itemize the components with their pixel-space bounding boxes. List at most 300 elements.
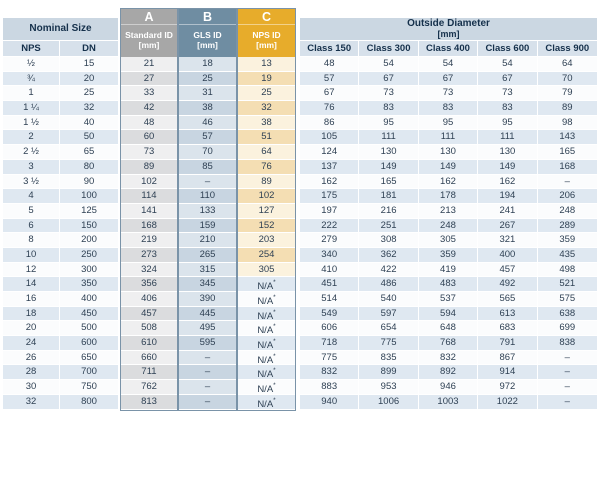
cell-class-1: 1006 bbox=[359, 395, 418, 410]
cell-class-3: 111 bbox=[478, 130, 537, 145]
cell-class-0: 883 bbox=[300, 380, 359, 395]
cell-class-0: 718 bbox=[300, 336, 359, 351]
cell-class-1: 54 bbox=[359, 57, 418, 72]
cell-class-0: 775 bbox=[300, 351, 359, 366]
table-row bbox=[3, 395, 118, 410]
cell-b: – bbox=[179, 351, 236, 366]
class-150-header: Class 150 bbox=[300, 41, 359, 57]
column-a-header bbox=[121, 9, 177, 57]
cell-dn: 90 bbox=[60, 175, 118, 190]
cell-c: 25 bbox=[238, 86, 295, 101]
cell-dn: 800 bbox=[60, 395, 118, 410]
cell-b: 25 bbox=[179, 72, 236, 87]
cell-a: 27 bbox=[121, 72, 177, 87]
cell-c: 102 bbox=[238, 189, 295, 204]
cell-a: 21 bbox=[121, 57, 177, 72]
cell-dn: 15 bbox=[60, 57, 118, 72]
table-row bbox=[3, 336, 118, 351]
table-row bbox=[300, 189, 597, 204]
cell-b: 445 bbox=[179, 307, 236, 322]
cell-nps: 1 bbox=[3, 86, 60, 101]
cell-class-2: 648 bbox=[419, 321, 478, 336]
id-columns-section bbox=[120, 8, 296, 411]
cell-class-4: 248 bbox=[538, 204, 597, 219]
cell-a: 102 bbox=[121, 175, 177, 190]
cell-class-3: 73 bbox=[478, 86, 537, 101]
outside-diameter-unit: [mm] bbox=[437, 29, 460, 39]
cell-class-3: 149 bbox=[478, 160, 537, 175]
cell-class-2: 419 bbox=[419, 263, 478, 278]
cell-c: 76 bbox=[238, 160, 295, 175]
cell-dn: 100 bbox=[60, 189, 118, 204]
cell-b: 57 bbox=[179, 130, 236, 145]
spacer bbox=[300, 8, 597, 18]
table-row bbox=[300, 277, 597, 292]
column-c-letter: C bbox=[238, 9, 295, 25]
table-row bbox=[300, 380, 597, 395]
cell-class-2: 832 bbox=[419, 351, 478, 366]
cell-class-4: 838 bbox=[538, 336, 597, 351]
cell-a: 813 bbox=[121, 395, 177, 410]
cell-nps: 4 bbox=[3, 189, 60, 204]
table-row bbox=[3, 204, 118, 219]
cell-c: 89 bbox=[238, 175, 295, 190]
cell-class-2: 946 bbox=[419, 380, 478, 395]
cell-class-2: 483 bbox=[419, 277, 478, 292]
cell-c: N/A* bbox=[238, 336, 295, 351]
table-row bbox=[300, 248, 597, 263]
cell-c: N/A* bbox=[238, 292, 295, 307]
cell-class-2: 149 bbox=[419, 160, 478, 175]
table-row bbox=[3, 351, 118, 366]
cell-a: 168 bbox=[121, 219, 177, 234]
cell-class-1: 95 bbox=[359, 116, 418, 131]
cell-dn: 400 bbox=[60, 292, 118, 307]
table-row bbox=[300, 175, 597, 190]
cell-class-3: 321 bbox=[478, 233, 537, 248]
cell-dn: 125 bbox=[60, 204, 118, 219]
table-row bbox=[3, 248, 118, 263]
col-a-body bbox=[121, 57, 177, 410]
cell-class-2: 213 bbox=[419, 204, 478, 219]
cell-class-0: 175 bbox=[300, 189, 359, 204]
cell-class-1: 835 bbox=[359, 351, 418, 366]
cell-class-2: 130 bbox=[419, 145, 478, 160]
cell-class-0: 549 bbox=[300, 307, 359, 322]
cell-class-4: 98 bbox=[538, 116, 597, 131]
cell-dn: 150 bbox=[60, 219, 118, 234]
cell-class-4: – bbox=[538, 175, 597, 190]
column-c-title bbox=[238, 25, 295, 50]
table-row bbox=[3, 277, 118, 292]
cell-dn: 350 bbox=[60, 277, 118, 292]
cell-class-4: 89 bbox=[538, 101, 597, 116]
cell-class-2: 359 bbox=[419, 248, 478, 263]
table-row bbox=[3, 263, 118, 278]
cell-class-1: 111 bbox=[359, 130, 418, 145]
cell-class-0: 606 bbox=[300, 321, 359, 336]
table-row bbox=[3, 72, 118, 87]
cell-class-1: 251 bbox=[359, 219, 418, 234]
table-row bbox=[3, 160, 118, 175]
cell-class-4: – bbox=[538, 380, 597, 395]
nominal-size-header bbox=[3, 18, 118, 41]
cell-a: 114 bbox=[121, 189, 177, 204]
cell-c: N/A* bbox=[238, 365, 295, 380]
cell-class-3: 457 bbox=[478, 263, 537, 278]
class-300-header: Class 300 bbox=[359, 41, 418, 57]
cell-class-2: 768 bbox=[419, 336, 478, 351]
column-a-standard-id bbox=[120, 8, 178, 411]
cell-class-1: 149 bbox=[359, 160, 418, 175]
cell-dn: 200 bbox=[60, 233, 118, 248]
cell-nps: 26 bbox=[3, 351, 60, 366]
cell-dn: 25 bbox=[60, 86, 118, 101]
cell-class-1: 775 bbox=[359, 336, 418, 351]
cell-c: 305 bbox=[238, 263, 295, 278]
cell-class-3: 791 bbox=[478, 336, 537, 351]
cell-nps: 5 bbox=[3, 204, 60, 219]
cell-nps: 28 bbox=[3, 365, 60, 380]
cell-b: 18 bbox=[179, 57, 236, 72]
cell-c: 64 bbox=[238, 145, 295, 160]
cell-dn: 40 bbox=[60, 116, 118, 131]
cell-a: 762 bbox=[121, 380, 177, 395]
cell-class-3: 67 bbox=[478, 72, 537, 87]
cell-class-0: 124 bbox=[300, 145, 359, 160]
cell-nps: 3 ½ bbox=[3, 175, 60, 190]
cell-c: 19 bbox=[238, 72, 295, 87]
table-row bbox=[300, 321, 597, 336]
table-row bbox=[300, 86, 597, 101]
cell-c: N/A* bbox=[238, 277, 295, 292]
table-row bbox=[3, 307, 118, 322]
cell-class-0: 340 bbox=[300, 248, 359, 263]
cell-class-2: 537 bbox=[419, 292, 478, 307]
cell-a: 273 bbox=[121, 248, 177, 263]
cell-b: 159 bbox=[179, 219, 236, 234]
cell-class-2: 162 bbox=[419, 175, 478, 190]
cell-class-1: 73 bbox=[359, 86, 418, 101]
cell-class-4: 699 bbox=[538, 321, 597, 336]
cell-a: 324 bbox=[121, 263, 177, 278]
left-body bbox=[3, 57, 118, 410]
cell-b: – bbox=[179, 175, 236, 190]
cell-class-0: 76 bbox=[300, 101, 359, 116]
cell-class-0: 514 bbox=[300, 292, 359, 307]
cell-nps: 10 bbox=[3, 248, 60, 263]
cell-class-1: 165 bbox=[359, 175, 418, 190]
column-b-letter: B bbox=[179, 9, 236, 25]
table-row bbox=[300, 365, 597, 380]
spacer bbox=[3, 8, 118, 18]
cell-b: 495 bbox=[179, 321, 236, 336]
class-600-header: Class 600 bbox=[478, 41, 537, 57]
table-row bbox=[3, 145, 118, 160]
cell-nps: 3 bbox=[3, 160, 60, 175]
cell-b: 110 bbox=[179, 189, 236, 204]
table-row bbox=[3, 57, 118, 72]
cell-nps: 18 bbox=[3, 307, 60, 322]
column-b-title bbox=[179, 25, 236, 50]
cell-class-4: 521 bbox=[538, 277, 597, 292]
nps-column-header: NPS bbox=[3, 41, 60, 57]
table-row bbox=[3, 116, 118, 131]
cell-nps: 1 ¼ bbox=[3, 101, 60, 116]
cell-class-3: 194 bbox=[478, 189, 537, 204]
cell-dn: 65 bbox=[60, 145, 118, 160]
cell-b: – bbox=[179, 380, 236, 395]
cell-b: – bbox=[179, 395, 236, 410]
cell-a: 42 bbox=[121, 101, 177, 116]
column-c-header bbox=[238, 9, 295, 57]
cell-class-0: 67 bbox=[300, 86, 359, 101]
cell-class-2: 1003 bbox=[419, 395, 478, 410]
cell-class-0: 48 bbox=[300, 57, 359, 72]
cell-class-4: 165 bbox=[538, 145, 597, 160]
column-a-letter: A bbox=[121, 9, 177, 25]
cell-b: 265 bbox=[179, 248, 236, 263]
nominal-size-section bbox=[3, 8, 118, 410]
cell-class-4: 70 bbox=[538, 72, 597, 87]
outside-diameter-label: Outside Diameter bbox=[407, 17, 490, 29]
cell-c: N/A* bbox=[238, 321, 295, 336]
table-row bbox=[3, 380, 118, 395]
table-row bbox=[300, 130, 597, 145]
table-row bbox=[3, 321, 118, 336]
column-a-title-text: Standard ID bbox=[125, 30, 173, 40]
cell-class-0: 410 bbox=[300, 263, 359, 278]
cell-class-0: 222 bbox=[300, 219, 359, 234]
cell-class-1: 362 bbox=[359, 248, 418, 263]
cell-class-4: 359 bbox=[538, 233, 597, 248]
class-900-header: Class 900 bbox=[538, 41, 597, 57]
cell-nps: 12 bbox=[3, 263, 60, 278]
cell-class-0: 832 bbox=[300, 365, 359, 380]
cell-class-2: 111 bbox=[419, 130, 478, 145]
cell-class-3: 565 bbox=[478, 292, 537, 307]
table-row bbox=[300, 145, 597, 160]
cell-class-4: 64 bbox=[538, 57, 597, 72]
cell-b: 38 bbox=[179, 101, 236, 116]
cell-dn: 32 bbox=[60, 101, 118, 116]
cell-class-4: 168 bbox=[538, 160, 597, 175]
cell-nps: 24 bbox=[3, 336, 60, 351]
table-row bbox=[300, 395, 597, 410]
column-b-gls-id bbox=[178, 8, 237, 411]
cell-class-4: 575 bbox=[538, 292, 597, 307]
cell-nps: 8 bbox=[3, 233, 60, 248]
cell-nps: ¾ bbox=[3, 72, 60, 87]
cell-a: 60 bbox=[121, 130, 177, 145]
cell-class-3: 867 bbox=[478, 351, 537, 366]
table-row bbox=[3, 189, 118, 204]
cell-class-4: 79 bbox=[538, 86, 597, 101]
cell-nps: 2 ½ bbox=[3, 145, 60, 160]
cell-class-1: 308 bbox=[359, 233, 418, 248]
outside-diameter-section bbox=[300, 8, 597, 410]
cell-class-2: 594 bbox=[419, 307, 478, 322]
cell-a: 660 bbox=[121, 351, 177, 366]
cell-nps: 14 bbox=[3, 277, 60, 292]
cell-nps: 1 ½ bbox=[3, 116, 60, 131]
cell-class-2: 83 bbox=[419, 101, 478, 116]
table-row bbox=[3, 219, 118, 234]
table-row bbox=[300, 160, 597, 175]
class-400-header: Class 400 bbox=[419, 41, 478, 57]
table-row bbox=[300, 116, 597, 131]
cell-b: 31 bbox=[179, 86, 236, 101]
cell-class-1: 181 bbox=[359, 189, 418, 204]
cell-a: 356 bbox=[121, 277, 177, 292]
cell-dn: 450 bbox=[60, 307, 118, 322]
cell-dn: 700 bbox=[60, 365, 118, 380]
cell-class-0: 57 bbox=[300, 72, 359, 87]
cell-a: 711 bbox=[121, 365, 177, 380]
cell-class-0: 86 bbox=[300, 116, 359, 131]
right-body bbox=[300, 57, 597, 410]
cell-dn: 50 bbox=[60, 130, 118, 145]
cell-class-3: 613 bbox=[478, 307, 537, 322]
cell-nps: 30 bbox=[3, 380, 60, 395]
cell-b: 85 bbox=[179, 160, 236, 175]
table-row bbox=[3, 365, 118, 380]
cell-nps: 20 bbox=[3, 321, 60, 336]
table-row bbox=[300, 57, 597, 72]
cell-nps: 2 bbox=[3, 130, 60, 145]
cell-class-1: 422 bbox=[359, 263, 418, 278]
cell-b: 210 bbox=[179, 233, 236, 248]
cell-nps: ½ bbox=[3, 57, 60, 72]
cell-c: 38 bbox=[238, 116, 295, 131]
cell-a: 406 bbox=[121, 292, 177, 307]
cell-a: 48 bbox=[121, 116, 177, 131]
pipe-dimensions-table bbox=[3, 8, 597, 411]
table-row bbox=[300, 72, 597, 87]
cell-class-1: 540 bbox=[359, 292, 418, 307]
cell-class-0: 279 bbox=[300, 233, 359, 248]
table-row bbox=[300, 263, 597, 278]
table-row bbox=[300, 204, 597, 219]
cell-a: 219 bbox=[121, 233, 177, 248]
cell-class-1: 130 bbox=[359, 145, 418, 160]
cell-class-4: 289 bbox=[538, 219, 597, 234]
table-row bbox=[300, 101, 597, 116]
cell-b: 70 bbox=[179, 145, 236, 160]
cell-class-0: 940 bbox=[300, 395, 359, 410]
cell-class-3: 492 bbox=[478, 277, 537, 292]
cell-class-2: 892 bbox=[419, 365, 478, 380]
cell-dn: 250 bbox=[60, 248, 118, 263]
cell-a: 457 bbox=[121, 307, 177, 322]
cell-class-1: 216 bbox=[359, 204, 418, 219]
cell-class-3: 914 bbox=[478, 365, 537, 380]
cell-class-3: 400 bbox=[478, 248, 537, 263]
cell-class-0: 105 bbox=[300, 130, 359, 145]
table-row bbox=[3, 175, 118, 190]
table-row bbox=[300, 351, 597, 366]
cell-b: 345 bbox=[179, 277, 236, 292]
cell-c: 51 bbox=[238, 130, 295, 145]
column-b-title-text: GLS ID bbox=[193, 30, 222, 40]
cell-dn: 600 bbox=[60, 336, 118, 351]
column-a-title bbox=[121, 25, 177, 50]
column-a-unit: [mm] bbox=[138, 40, 160, 50]
cell-class-3: 267 bbox=[478, 219, 537, 234]
cell-nps: 16 bbox=[3, 292, 60, 307]
cell-dn: 750 bbox=[60, 380, 118, 395]
table-row bbox=[300, 336, 597, 351]
cell-b: 595 bbox=[179, 336, 236, 351]
cell-a: 33 bbox=[121, 86, 177, 101]
cell-class-1: 83 bbox=[359, 101, 418, 116]
table-row bbox=[3, 130, 118, 145]
table-row bbox=[300, 233, 597, 248]
cell-c: 152 bbox=[238, 219, 295, 234]
table-row bbox=[300, 219, 597, 234]
cell-dn: 500 bbox=[60, 321, 118, 336]
cell-class-3: 54 bbox=[478, 57, 537, 72]
cell-class-3: 95 bbox=[478, 116, 537, 131]
cell-class-3: 972 bbox=[478, 380, 537, 395]
cell-class-2: 95 bbox=[419, 116, 478, 131]
column-b-unit: [mm] bbox=[197, 40, 218, 50]
cell-class-3: 1022 bbox=[478, 395, 537, 410]
cell-c: 254 bbox=[238, 248, 295, 263]
cell-b: 315 bbox=[179, 263, 236, 278]
cell-c: N/A* bbox=[238, 307, 295, 322]
cell-class-3: 241 bbox=[478, 204, 537, 219]
cell-c: N/A* bbox=[238, 395, 295, 410]
nominal-size-label: Nominal Size bbox=[29, 22, 92, 34]
table-row bbox=[3, 292, 118, 307]
cell-class-0: 162 bbox=[300, 175, 359, 190]
table-row bbox=[3, 233, 118, 248]
cell-class-1: 67 bbox=[359, 72, 418, 87]
cell-a: 73 bbox=[121, 145, 177, 160]
cell-dn: 80 bbox=[60, 160, 118, 175]
column-c-title-text: NPS ID bbox=[252, 30, 281, 40]
cell-dn: 20 bbox=[60, 72, 118, 87]
cell-b: 390 bbox=[179, 292, 236, 307]
col-c-body bbox=[238, 57, 295, 410]
cell-class-1: 597 bbox=[359, 307, 418, 322]
cell-class-0: 451 bbox=[300, 277, 359, 292]
cell-b: – bbox=[179, 365, 236, 380]
column-b-header bbox=[179, 9, 236, 57]
cell-class-2: 54 bbox=[419, 57, 478, 72]
cell-class-1: 486 bbox=[359, 277, 418, 292]
cell-class-2: 178 bbox=[419, 189, 478, 204]
cell-class-4: – bbox=[538, 351, 597, 366]
cell-a: 508 bbox=[121, 321, 177, 336]
cell-a: 89 bbox=[121, 160, 177, 175]
cell-c: 32 bbox=[238, 101, 295, 116]
column-c-unit: [mm] bbox=[256, 40, 277, 50]
cell-class-2: 67 bbox=[419, 72, 478, 87]
cell-c: N/A* bbox=[238, 380, 295, 395]
cell-class-1: 899 bbox=[359, 365, 418, 380]
cell-class-4: 143 bbox=[538, 130, 597, 145]
cell-b: 46 bbox=[179, 116, 236, 131]
cell-class-2: 73 bbox=[419, 86, 478, 101]
cell-c: 203 bbox=[238, 233, 295, 248]
cell-class-4: 498 bbox=[538, 263, 597, 278]
cell-c: 13 bbox=[238, 57, 295, 72]
col-b-body bbox=[179, 57, 236, 410]
cell-class-3: 683 bbox=[478, 321, 537, 336]
cell-c: N/A* bbox=[238, 351, 295, 366]
